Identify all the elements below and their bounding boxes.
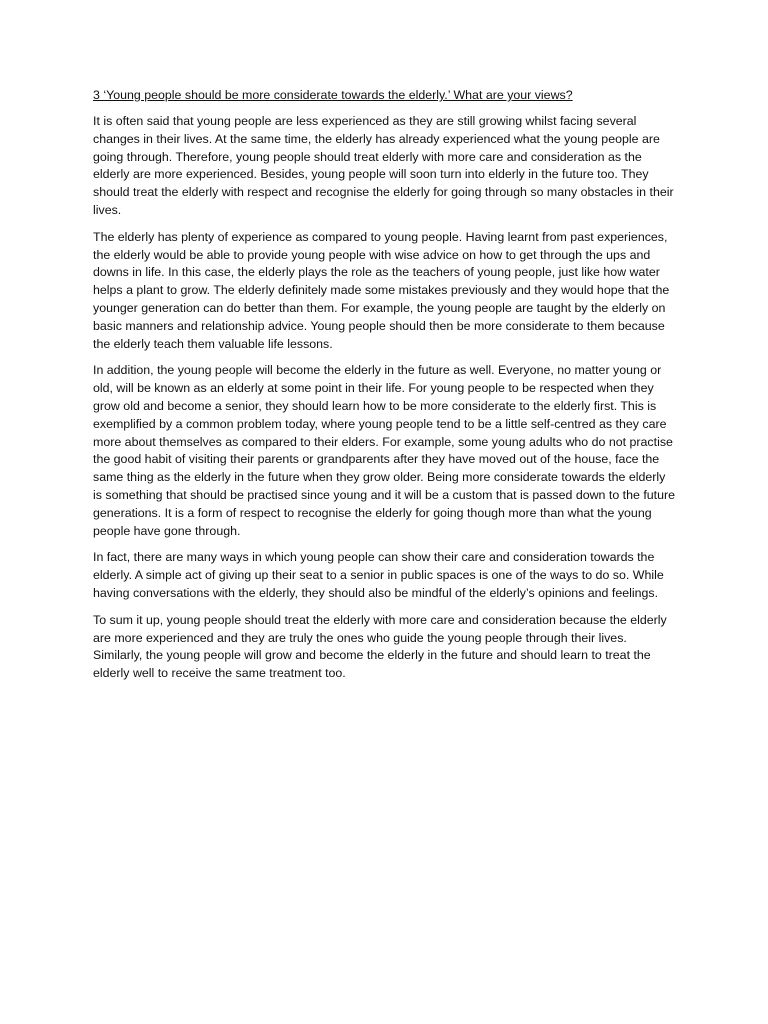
paragraph-future-elderly: In addition, the young people will become the elderly in the future as well. Everyone, no matter young or old, will be known as an elderly at some point in their life. For young people to be respected when they grow old and become a senior, they should learn how to be more considerate to the elderly first. This is exemplified by a common problem today, where young people tend to be a little self-centred as they care more about themselves as compared to their elders. For example, some young adults who do not practise the good habit of visiting their parents or grandparents after they have moved out of the house, face the same thing as the elderly in the future when they grow older. Being more considerate towards the elderly is something that should be practised since young and it will be a custom that is passed down to the future generations. It is a form of respect to recognise the elderly for going though more than what the young people have gone through. bbox=[93, 363, 676, 538]
essay-question-title: 3 ‘Young people should be more considerate towards the elderly.’ What are your views? bbox=[93, 88, 573, 102]
paragraph-conclusion: To sum it up, young people should treat the elderly with more care and consideration because the elderly are more experienced and they are truly the ones who guide the young people through their lives. Similarly, the young people will grow and become the elderly in the future and should learn to treat the elderly well to receive the same treatment too. bbox=[93, 612, 667, 681]
paragraph-experience: The elderly has plenty of experience as compared to young people. Having learnt from past experiences, the elderly would be able to provide young people with wise advice on how to get through the ups and downs in life. In this case, the elderly plays the role as the teachers of young people, just like how water helps a plant to grow. The elderly definitely made some mistakes previously and they would hope that the younger generation can do better than them. For example, the young people are taught by the elderly on basic manners and relationship advice. Young people should then be more considerate to them because the elderly teach them valuable life lessons. bbox=[93, 229, 670, 351]
paragraph-ways-to-show-care: In fact, there are many ways in which young people can show their care and consideration towards the elderly. A simple act of giving up their seat to a senior in public spaces is one of the ways to do so. While having conversations with the elderly, they should also be mindful of the elderly’s opinions and feelings. bbox=[93, 550, 664, 600]
essay-body bbox=[93, 86, 677, 692]
paragraph-introduction: It is often said that young people are less experienced as they are still growing whilst facing several changes in their lives. At the same time, the elderly has already experienced what the young people are going through. Therefore, young people should treat elderly with more care and consideration as the elderly are more experienced. Besides, young people will soon turn into elderly in the future too. They should treat the elderly with respect and recognise the elderly for going through so many obstacles in their lives. bbox=[93, 114, 674, 217]
